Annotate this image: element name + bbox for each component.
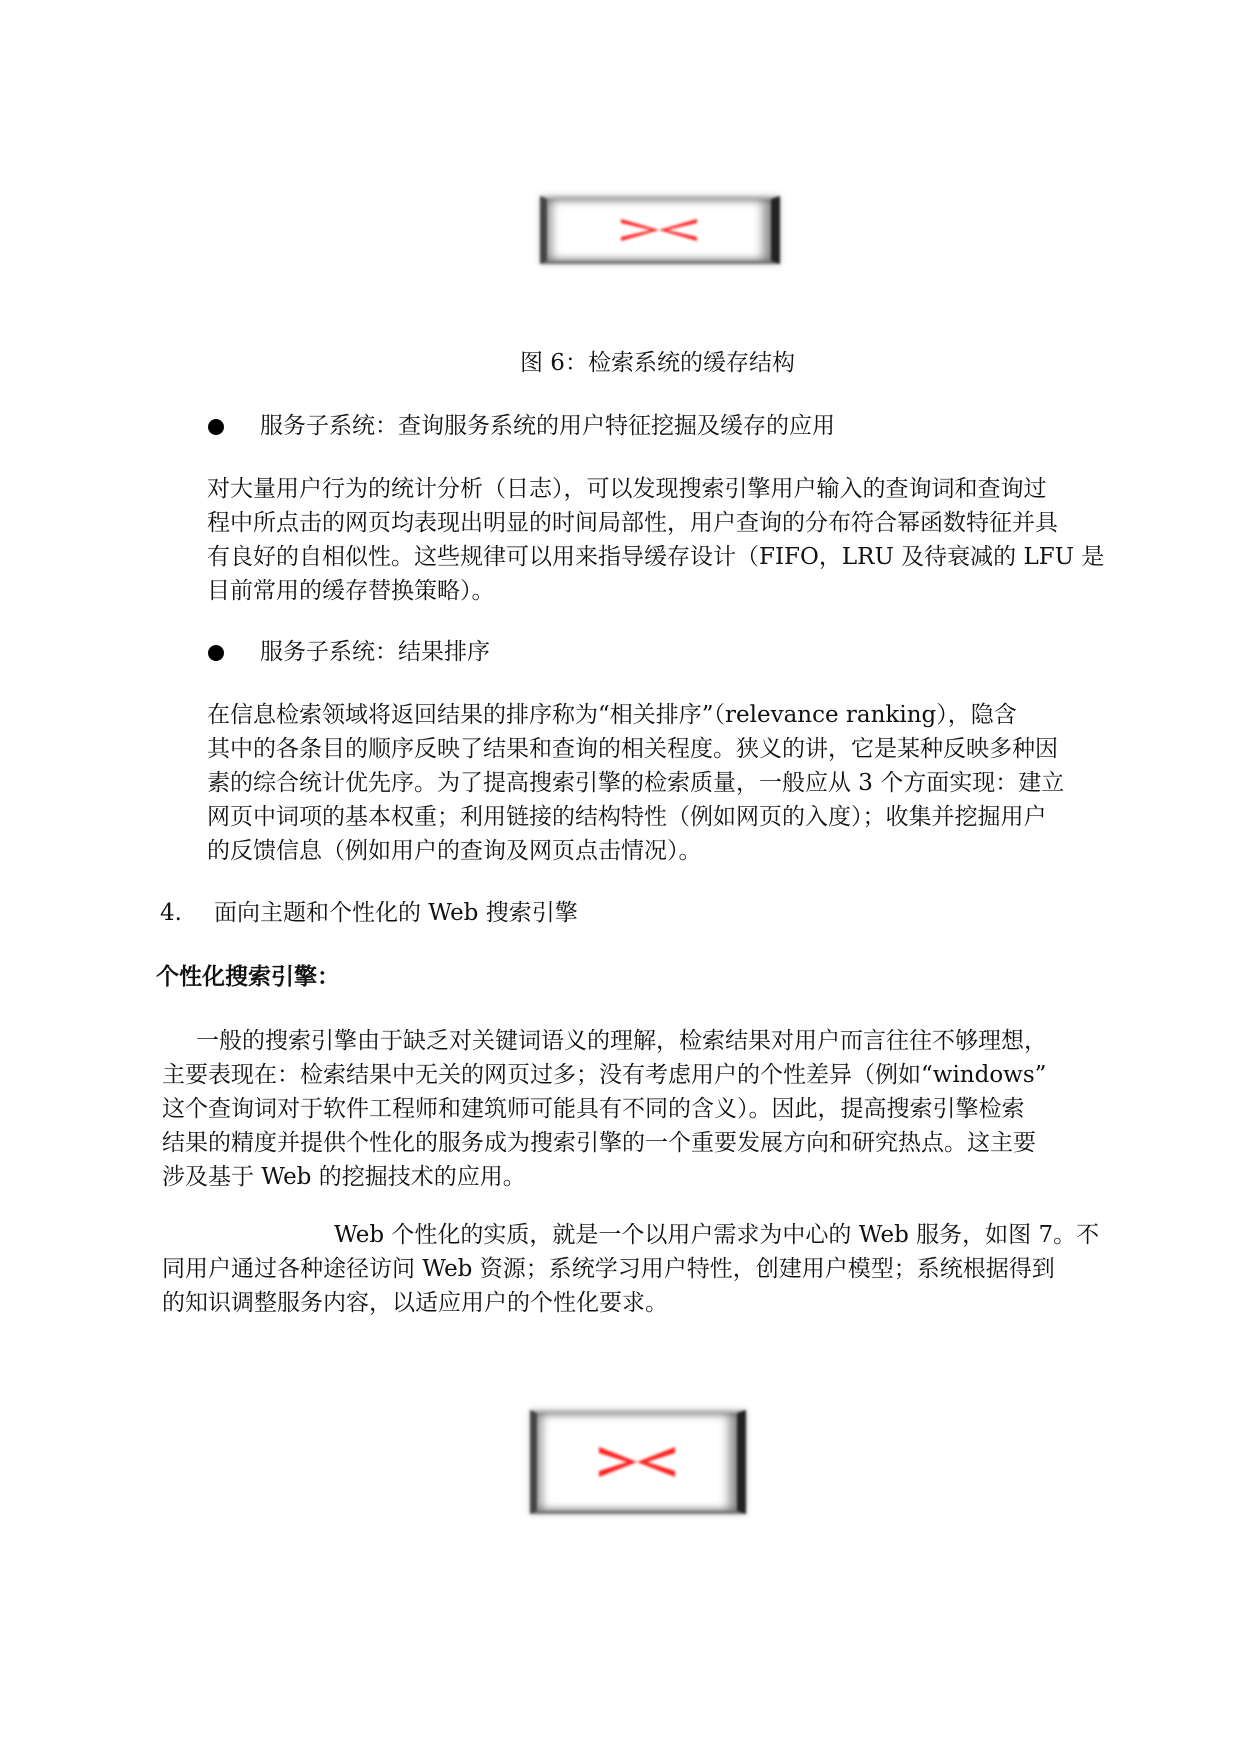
subheading-personalized: 个性化搜索引擎： (156, 964, 340, 990)
bullet-icon (208, 419, 224, 435)
paragraph-line: Web 个性化的实质，就是一个以用户需求为中心的 Web 服务，如图 7。不 (334, 1222, 1100, 1248)
paragraph-line: 涉及基于 Web 的挖掘技术的应用。 (162, 1164, 526, 1190)
paragraph-line: 网页中词项的基本权重；利用链接的结构特性（例如网页的入度）；收集并挖掘用户 (207, 804, 1047, 830)
paragraph-line: 的反馈信息（例如用户的查询及网页点击情况）。 (207, 838, 702, 864)
paragraph-personalized (162, 1024, 1047, 1194)
paragraph-line: 一般的搜索引擎由于缺乏对关键词语义的理解，检索结果对用户而言往往不够理想， (196, 1028, 1047, 1054)
figure-6-broken-image (540, 196, 780, 264)
paragraph-line: 对大量用户行为的统计分析（日志），可以发现搜索引擎用户输入的查询词和查询过 (207, 476, 1047, 502)
section-number: 4. (160, 900, 182, 926)
paragraph-line: 的知识调整服务内容，以适应用户的个性化要求。 (162, 1290, 668, 1316)
paragraph-cache (207, 472, 1104, 608)
paragraph-line: 在信息检索领域将返回结果的排序称为“相关排序”（relevance ranking），隐含 (207, 702, 1017, 728)
bullet-ranking-title: 服务子系统：结果排序 (260, 639, 490, 665)
figure-7-broken-image (530, 1410, 746, 1514)
paragraph-line: 目前常用的缓存替换策略）。 (207, 578, 495, 604)
bullet-icon (208, 645, 224, 661)
paragraph-line: 其中的各条目的顺序反映了结果和查询的相关程度。狭义的讲，它是某种反映多种因 (207, 736, 1058, 762)
paragraph-line: 有良好的自相似性。这些规律可以用来指导缓存设计（FIFO，LRU 及待衰减的 LFU 是 (207, 544, 1105, 570)
paragraph-line: 程中所点击的网页均表现出明显的时间局部性，用户查询的分布符合幂函数特征并具 (207, 510, 1058, 536)
figure-6-caption: 图 6：检索系统的缓存结构 (520, 350, 795, 376)
paragraph-line: 这个查询词对于软件工程师和建筑师可能具有不同的含义）。因此，提高搜索引擎检索 (162, 1096, 1025, 1122)
paragraph-line: 素的综合统计优先序。为了提高搜索引擎的检索质量，一般应从 3 个方面实现：建立 (207, 770, 1065, 796)
paragraph-web-personalization (162, 1218, 1099, 1320)
paragraph-line: 结果的精度并提供个性化的服务成为搜索引擎的一个重要发展方向和研究热点。这主要 (162, 1130, 1036, 1156)
paragraph-ranking (207, 698, 1064, 868)
paragraph-line: 主要表现在：检索结果中无关的网页过多；没有考虑用户的个性差异（例如“windows” (162, 1062, 1047, 1088)
paragraph-line: 同用户通过各种途径访问 Web 资源；系统学习用户特性，创建用户模型；系统根据得到 (162, 1256, 1055, 1282)
bullet-cache-title: 服务子系统：查询服务系统的用户特征挖掘及缓存的应用 (260, 413, 835, 439)
section-title: 面向主题和个性化的 Web 搜索引擎 (214, 900, 578, 926)
broken-image-icon (595, 1443, 679, 1481)
broken-image-icon (617, 215, 701, 245)
